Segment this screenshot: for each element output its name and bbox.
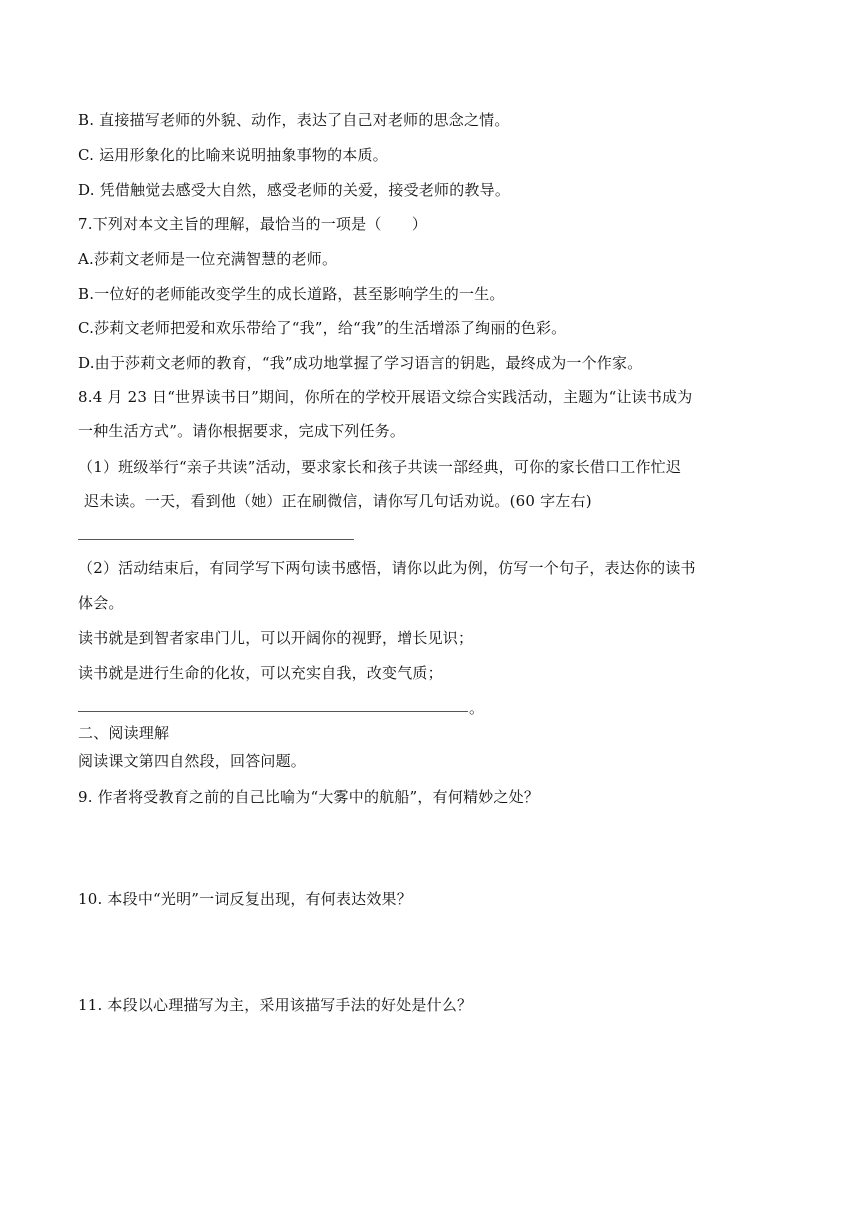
q7-stem: 7.下列对本文主旨的理解，最恰当的一项是（ ） (78, 215, 428, 233)
q7-option-c: C.莎莉文老师把爱和欢乐带给了“我”，给“我”的生活增添了绚丽的色彩。 (78, 319, 567, 337)
q8-task2-line-2: 体会。 (78, 594, 124, 612)
q8-task2-end-mark: 。 (469, 699, 485, 717)
q6-option-c: C. 运用形象化的比喻来说明抽象事物的本质。 (78, 146, 388, 164)
section-intro: 阅读课文第四自然段，回答问题。 (78, 752, 307, 770)
section-title: 二、阅读理解 (78, 724, 170, 742)
q8-stem-line-2: 一种生活方式”。请你根据要求，完成下列任务。 (78, 422, 406, 440)
q6-option-d: D. 凭借触觉去感受大自然，感受老师的关爱，接受老师的教导。 (78, 181, 511, 199)
question-9: 9. 作者将受教育之前的自己比喻为“大雾中的航船”，有何精妙之处？ (78, 788, 540, 806)
q7-option-b: B.一位好的老师能改变学生的成长道路，甚至影响学生的一生。 (78, 285, 505, 303)
q8-task2-line-1: （2）活动结束后，有同学写下两句读书感悟，请你以此为例，仿写一个句子，表达你的读书 (78, 559, 696, 577)
q8-task2-answer-line[interactable] (78, 711, 468, 712)
q8-task1-line-2: 迟未读。一天，看到他（她）正在刷微信，请你写几句话劝说。(60 字左右) (84, 492, 592, 510)
q7-option-a: A.莎莉文老师是一位充满智慧的老师。 (78, 250, 338, 268)
question-11: 11. 本段以心理描写为主，采用该描写手法的好处是什么？ (78, 996, 473, 1014)
q6-option-b: B. 直接描写老师的外貌、动作，表达了自己对老师的思念之情。 (78, 111, 510, 129)
q8-example-2: 读书就是进行生命的化妆，可以充实自我，改变气质； (78, 664, 443, 682)
q8-example-1: 读书就是到智者家串门儿，可以开阔你的视野，增长见识； (78, 629, 474, 647)
question-10: 10. 本段中“光明”一词反复出现，有何表达效果？ (78, 890, 412, 908)
q8-stem-line-1: 8.4 月 23 日“世界读书日”期间，你所在的学校开展语文综合实践活动，主题为“让读书成为 (78, 388, 693, 406)
q7-option-d: D.由于莎莉文老师的教育，“我”成功地掌握了学习语言的钥匙，最终成为一个作家。 (78, 354, 643, 372)
q8-task1-line-1: （1）班级举行“亲子共读”活动，要求家长和孩子共读一部经典，可你的家长借口工作忙迟 (78, 458, 682, 476)
q8-task1-answer-line[interactable] (78, 539, 354, 540)
